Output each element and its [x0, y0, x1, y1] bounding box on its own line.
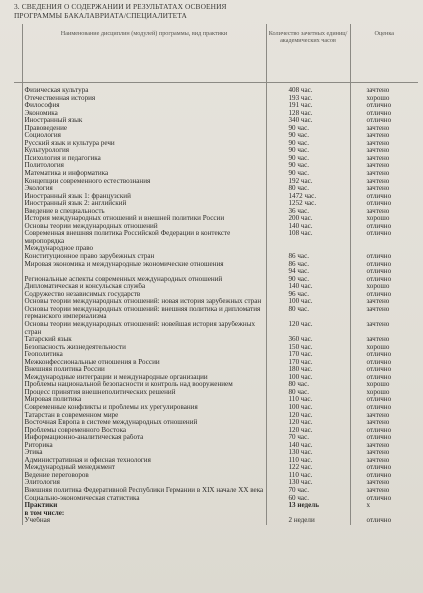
- hours-value: 86 час.: [266, 261, 350, 269]
- grade-value: хорошо: [366, 388, 390, 396]
- table-row: [14, 125, 418, 133]
- discipline-name: Конституционное право зарубежных стран: [22, 253, 266, 261]
- grade-value: зачтено: [366, 298, 390, 306]
- discipline-name: Философия: [22, 102, 266, 110]
- row-number-cell: [14, 404, 22, 412]
- grade-value: отлично: [366, 396, 392, 404]
- row-number-cell: [14, 351, 22, 359]
- table-row: [14, 261, 418, 269]
- grade-value: зачтено: [366, 147, 390, 155]
- table-row: [14, 449, 418, 457]
- row-number-cell: [14, 268, 22, 276]
- table-row: [14, 170, 418, 178]
- discipline-name: Региональные аспекты современных международных отношений: [22, 276, 266, 284]
- row-number-cell: [14, 366, 22, 374]
- row-number-cell: [14, 487, 22, 495]
- table-row: [14, 276, 418, 284]
- grade-value: отлично: [366, 290, 392, 298]
- hours-value: 120 час.: [266, 419, 350, 427]
- hours-value: 360 час.: [266, 336, 350, 344]
- hours-value: 170 час.: [266, 351, 350, 359]
- row-number-cell: [14, 117, 22, 125]
- grade-value: зачтено: [366, 87, 390, 94]
- table-body: [14, 83, 418, 525]
- row-number-cell: [14, 87, 22, 95]
- table-row: [14, 442, 418, 450]
- grade-value: отлично: [366, 464, 392, 472]
- discipline-name: [22, 268, 266, 276]
- table-row: [14, 389, 418, 397]
- grade-value: зачтено: [366, 170, 390, 178]
- hours-value: 180 час.: [266, 366, 350, 374]
- grade-value: отлично: [366, 222, 392, 230]
- hours-value: 70 час.: [266, 434, 350, 442]
- hours-value: 130 час.: [266, 449, 350, 457]
- grade-value: зачтено: [366, 411, 390, 419]
- hours-value: 90 час.: [266, 155, 350, 163]
- discipline-name: Современная внешняя политика Российской Федерации в контексте миропорядка: [22, 230, 266, 245]
- discipline-name: Межконфессиональные отношения в России: [22, 359, 266, 367]
- grade-value: зачтено: [366, 449, 390, 457]
- hours-value: 192 час.: [266, 178, 350, 186]
- table-row: [14, 200, 418, 208]
- table-row: [14, 479, 418, 487]
- grade-value: зачтено: [366, 305, 390, 313]
- discipline-name: Основы теории международных отношений: новая история зарубежных стран: [22, 298, 266, 306]
- row-number-cell: [14, 434, 22, 442]
- hours-value: 90 час.: [266, 276, 350, 284]
- row-number-cell: [14, 510, 22, 518]
- table-row: [14, 132, 418, 140]
- discipline-name: Внешняя политика Федеративной Республики Германии в XIX начале XX века: [22, 487, 266, 495]
- row-number-cell: [14, 442, 22, 450]
- header-discipline: Наименование дисциплин (модулей) программы, вид практики: [22, 24, 266, 83]
- grade-value: зачтено: [366, 154, 390, 162]
- header-grade: Оценка: [350, 24, 418, 83]
- discipline-name: Дипломатическая и консульская служба: [22, 283, 266, 291]
- row-number-cell: [14, 215, 22, 223]
- hours-value: 193 час.: [266, 95, 350, 103]
- hours-value: 70 час.: [266, 487, 350, 495]
- grade-value: х: [366, 502, 371, 510]
- table-row: [14, 147, 418, 155]
- discipline-name: Безопасность жизнедеятельности: [22, 344, 266, 352]
- grade-value: зачтено: [366, 479, 390, 487]
- discipline-name: Учебная: [22, 517, 266, 525]
- hours-value: 200 час.: [266, 215, 350, 223]
- row-number-cell: [14, 283, 22, 291]
- hours-value: 80 час.: [266, 381, 350, 389]
- hours-value: 90 час.: [266, 147, 350, 155]
- grade-value: отлично: [366, 102, 392, 110]
- discipline-name: Международное право: [22, 245, 266, 253]
- hours-value: 90 час.: [266, 125, 350, 133]
- row-number-cell: [14, 147, 22, 155]
- grade-value: отлично: [366, 517, 392, 525]
- table-row: [14, 155, 418, 163]
- hours-value: 80 час.: [266, 185, 350, 193]
- grade-value: отлично: [366, 426, 392, 434]
- grade-value: отлично: [366, 268, 392, 276]
- hours-value: 1472 час.: [266, 193, 350, 201]
- row-number-cell: [14, 155, 22, 163]
- table-row: [14, 502, 418, 510]
- row-number-cell: [14, 253, 22, 261]
- row-number-cell: [14, 336, 22, 344]
- hours-value: 90 час.: [266, 170, 350, 178]
- table-row: [14, 412, 418, 420]
- table-row: [14, 87, 418, 95]
- hours-value: 86 час.: [266, 253, 350, 261]
- table-row: [14, 487, 418, 495]
- hours-value: 80 час.: [266, 306, 350, 321]
- table-row: [14, 110, 418, 118]
- row-number-cell: [14, 457, 22, 465]
- table-row: [14, 464, 418, 472]
- hours-value: 130 час.: [266, 479, 350, 487]
- table-row: [14, 223, 418, 231]
- row-number-cell: [14, 208, 22, 216]
- grade-value: отлично: [366, 403, 392, 411]
- table-row: [14, 291, 418, 299]
- grade-value: зачтено: [366, 456, 390, 464]
- row-number-cell: [14, 95, 22, 103]
- grade-value: отлично: [366, 434, 392, 442]
- row-number-cell: [14, 276, 22, 284]
- table-row: [14, 193, 418, 201]
- row-number-cell: [14, 464, 22, 472]
- row-number-cell: [14, 162, 22, 170]
- table-row: [14, 419, 418, 427]
- hours-value: 100 час.: [266, 374, 350, 382]
- table-row: [14, 162, 418, 170]
- grade-value: зачтено: [366, 124, 390, 132]
- hours-value: 408 час.: [266, 87, 350, 95]
- hours-value: 170 час.: [266, 359, 350, 367]
- row-number-cell: [14, 427, 22, 435]
- table-row: [14, 344, 418, 352]
- hours-value: 90 час.: [266, 140, 350, 148]
- hours-value: 60 час.: [266, 495, 350, 503]
- table-row: [14, 351, 418, 359]
- table-row: [14, 185, 418, 193]
- discipline-name: Геополитика: [22, 351, 266, 359]
- grade-value: зачтено: [366, 207, 390, 215]
- row-number-cell: [14, 479, 22, 487]
- discipline-name: История международных отношений и внешней политики России: [22, 215, 266, 223]
- table-row: [14, 298, 418, 306]
- table-row: [14, 208, 418, 216]
- discipline-name: Культурология: [22, 147, 266, 155]
- discipline-name: Внешняя политика России: [22, 366, 266, 374]
- discipline-name: Социология: [22, 132, 266, 140]
- table-row: [14, 472, 418, 480]
- row-number-cell: [14, 389, 22, 397]
- row-number-cell: [14, 261, 22, 269]
- discipline-name: Психология и педагогика: [22, 155, 266, 163]
- hours-value: 191 час.: [266, 102, 350, 110]
- discipline-name: Татарский язык: [22, 336, 266, 344]
- discipline-name: Мировая экономика и международные экономические отношения: [22, 261, 266, 269]
- table-row: [14, 510, 418, 518]
- table-row: [14, 95, 418, 103]
- grade-value: зачтено: [366, 419, 390, 427]
- discipline-name: Ведение переговоров: [22, 472, 266, 480]
- row-number-cell: [14, 178, 22, 186]
- grade-value: зачтено: [366, 486, 390, 494]
- table-row: [14, 245, 418, 253]
- hours-value: 96 час.: [266, 291, 350, 299]
- hours-value: 1252 час.: [266, 200, 350, 208]
- table-row: [14, 230, 418, 245]
- discipline-name: Русский язык и культура речи: [22, 140, 266, 148]
- grade-value: отлично: [366, 471, 392, 479]
- hours-value: 80 час.: [266, 389, 350, 397]
- discipline-name: Проблемы современного Востока: [22, 427, 266, 435]
- table-row: [14, 434, 418, 442]
- table-row: [14, 102, 418, 110]
- grade-value: отлично: [366, 351, 392, 359]
- discipline-name: Этика: [22, 449, 266, 457]
- table-row: [14, 268, 418, 276]
- table-row: [14, 381, 418, 389]
- grade-value: зачтено: [366, 441, 390, 449]
- grade-value: хорошо: [366, 94, 390, 102]
- row-number-cell: [14, 102, 22, 110]
- hours-value: 110 час.: [266, 457, 350, 465]
- hours-value: 13 недель: [266, 502, 350, 510]
- grade-value: зачтено: [366, 132, 390, 140]
- grade-value: отлично: [366, 366, 392, 374]
- hours-value: 36 час.: [266, 208, 350, 216]
- discipline-name: Иностранный язык: [22, 117, 266, 125]
- row-number-cell: [14, 321, 22, 336]
- table-row: [14, 117, 418, 125]
- discipline-name: Иностранный язык 2: английский: [22, 200, 266, 208]
- hours-value: 94 час.: [266, 268, 350, 276]
- heading-line-2: ПРОГРАММЫ БАКАЛАВРИАТА/СПЕЦИАЛИТЕТА: [14, 11, 187, 20]
- discipline-name: Экономика: [22, 110, 266, 118]
- hours-value: 120 час.: [266, 412, 350, 420]
- discipline-name: Содружество независимых государств: [22, 291, 266, 299]
- table-row: [14, 215, 418, 223]
- table-header-row: [14, 24, 418, 83]
- grade-value: отлично: [366, 230, 392, 238]
- grade-value: зачтено: [366, 139, 390, 147]
- grade-value: отлично: [366, 253, 392, 261]
- grade-value: хорошо: [366, 343, 390, 351]
- table-row: [14, 366, 418, 374]
- table-row: [14, 495, 418, 503]
- discipline-name: Основы теории международных отношений: внешняя политика и дипломатия германского империализма: [22, 306, 266, 321]
- table-row: [14, 140, 418, 148]
- discipline-name: Современные конфликты и проблемы их урегулирования: [22, 404, 266, 412]
- grade-value: отлично: [366, 358, 392, 366]
- discipline-name: Экология: [22, 185, 266, 193]
- row-number-cell: [14, 344, 22, 352]
- row-number-cell: [14, 298, 22, 306]
- row-number-cell: [14, 381, 22, 389]
- table-row: [14, 457, 418, 465]
- grade-value: отлично: [366, 494, 392, 502]
- discipline-name: Административная и офисная технология: [22, 457, 266, 465]
- table-row: [14, 374, 418, 382]
- discipline-name: Риторика: [22, 442, 266, 450]
- table-row: [14, 321, 418, 336]
- hours-value: 2 недели: [266, 517, 350, 525]
- grade-value: отлично: [366, 109, 392, 117]
- row-number-cell: [14, 110, 22, 118]
- discipline-name: Введение в специальность: [22, 208, 266, 216]
- grade-value: хорошо: [366, 381, 390, 389]
- discipline-name: Правоведение: [22, 125, 266, 133]
- row-number-cell: [14, 412, 22, 420]
- discipline-name: Социально-экономическая статистика: [22, 495, 266, 503]
- discipline-name: Международные интеграции и международные организации: [22, 374, 266, 382]
- hours-value: 110 час.: [266, 472, 350, 480]
- discipline-name: Основы теории международных отношений: [22, 223, 266, 231]
- row-number-cell: [14, 125, 22, 133]
- row-number-cell: [14, 374, 22, 382]
- discipline-name: Математика и информатика: [22, 170, 266, 178]
- row-number-cell: [14, 419, 22, 427]
- grade-value: [350, 510, 418, 518]
- hours-value: [266, 245, 350, 253]
- table-row: [14, 283, 418, 291]
- hours-value: 340 час.: [266, 117, 350, 125]
- grade-value: отлично: [366, 275, 392, 283]
- hours-value: 90 час.: [266, 132, 350, 140]
- grade-value: [350, 245, 418, 253]
- discipline-name: Политология: [22, 162, 266, 170]
- grade-value: отлично: [366, 192, 392, 200]
- hours-value: 128 час.: [266, 110, 350, 118]
- discipline-name: Отечественная история: [22, 95, 266, 103]
- discipline-name: Иностранный язык 1: французский: [22, 193, 266, 201]
- heading-line-1: 3. СВЕДЕНИЯ О СОДЕРЖАНИИ И РЕЗУЛЬТАТАХ ОСВОЕНИЯ: [14, 2, 227, 11]
- table-row: [14, 359, 418, 367]
- hours-value: [266, 510, 350, 518]
- discipline-name: Мировая политика: [22, 396, 266, 404]
- row-number-cell: [14, 140, 22, 148]
- table-row: [14, 404, 418, 412]
- header-number: [14, 24, 22, 83]
- row-number-cell: [14, 396, 22, 404]
- row-number-cell: [14, 495, 22, 503]
- row-number-cell: [14, 472, 22, 480]
- section-heading: [14, 2, 374, 20]
- curriculum-table: [14, 24, 418, 525]
- hours-value: 120 час.: [266, 321, 350, 336]
- row-number-cell: [14, 245, 22, 253]
- discipline-name: Информационно-аналитическая работа: [22, 434, 266, 442]
- row-number-cell: [14, 502, 22, 510]
- discipline-name: Татарстан в современном мире: [22, 412, 266, 420]
- header-hours: Количество зачетных единиц/академических часов: [266, 24, 350, 83]
- table-row: [14, 178, 418, 186]
- discipline-name: Основы теории международных отношений: новейшая история зарубежных стран: [22, 321, 266, 336]
- discipline-name: Концепции современного естествознания: [22, 178, 266, 186]
- table-row: [14, 253, 418, 261]
- row-number-cell: [14, 230, 22, 245]
- discipline-name: в том числе:: [22, 510, 266, 518]
- discipline-name: Проблемы национальной безопасности и контроль над вооружением: [22, 381, 266, 389]
- row-number-cell: [14, 223, 22, 231]
- table-row: [14, 336, 418, 344]
- hours-value: 140 час.: [266, 442, 350, 450]
- row-number-cell: [14, 306, 22, 321]
- hours-value: 90 час.: [266, 162, 350, 170]
- hours-value: 140 час.: [266, 223, 350, 231]
- row-number-cell: [14, 193, 22, 201]
- hours-value: 120 час.: [266, 427, 350, 435]
- grade-value: хорошо: [366, 283, 390, 291]
- grade-value: хорошо: [366, 215, 390, 223]
- discipline-name: Международный менеджмент: [22, 464, 266, 472]
- row-number-cell: [14, 291, 22, 299]
- discipline-name: Процесс принятия внешнеполитических решений: [22, 389, 266, 397]
- table-row: [14, 396, 418, 404]
- hours-value: 122 час.: [266, 464, 350, 472]
- row-number-cell: [14, 170, 22, 178]
- grade-value: отлично: [366, 200, 392, 208]
- hours-value: 100 час.: [266, 298, 350, 306]
- row-number-cell: [14, 449, 22, 457]
- hours-value: 100 час.: [266, 404, 350, 412]
- grade-value: зачтено: [366, 320, 390, 328]
- table-row: [14, 306, 418, 321]
- table-row: [14, 517, 418, 525]
- hours-value: 110 час.: [266, 396, 350, 404]
- row-number-cell: [14, 185, 22, 193]
- hours-value: 108 час.: [266, 230, 350, 245]
- discipline-name: Физическая культура: [22, 87, 266, 95]
- table-row: [14, 427, 418, 435]
- hours-value: 150 час.: [266, 344, 350, 352]
- grade-value: отлично: [366, 373, 392, 381]
- row-number-cell: [14, 517, 22, 525]
- row-number-cell: [14, 359, 22, 367]
- row-number-cell: [14, 132, 22, 140]
- grade-value: отлично: [366, 260, 392, 268]
- hours-value: 140 час.: [266, 283, 350, 291]
- discipline-name: Практики: [22, 502, 266, 510]
- discipline-name: Элитология: [22, 479, 266, 487]
- grade-value: зачтено: [366, 185, 390, 193]
- grade-value: отлично: [366, 117, 392, 125]
- discipline-name: Восточная Европа в системе международных отношений: [22, 419, 266, 427]
- grade-value: зачтено: [366, 336, 390, 344]
- row-number-cell: [14, 200, 22, 208]
- grade-value: зачтено: [366, 177, 390, 185]
- grade-value: зачтено: [366, 162, 390, 170]
